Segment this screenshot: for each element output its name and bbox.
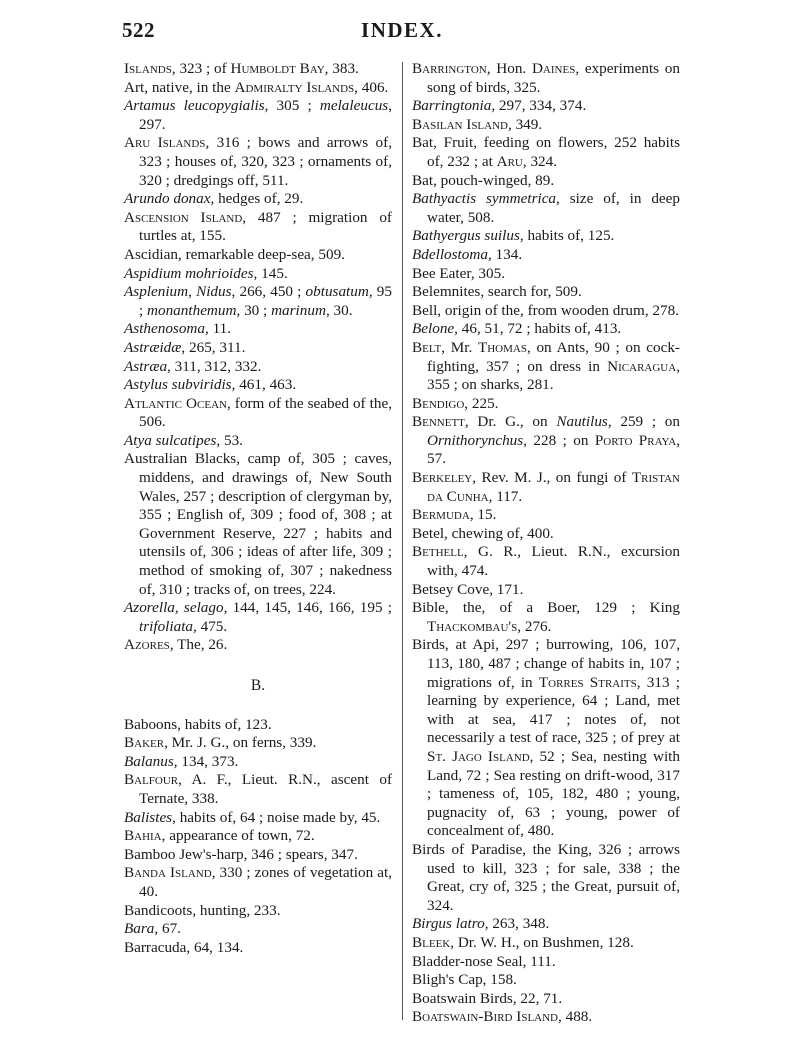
index-entry	[412, 395, 680, 414]
italic-term: Azorella, selago	[124, 599, 224, 617]
entry-text: , form of the seabed of the, 506.	[139, 394, 392, 431]
index-entry	[412, 413, 680, 469]
italic-term: Artamus leucopygialis	[124, 97, 265, 115]
index-entry	[412, 60, 680, 97]
index-entry	[412, 283, 680, 302]
entry-text: , 276.	[517, 617, 552, 635]
entry-text: , 30 ;	[236, 301, 272, 319]
entry-text: , 488.	[558, 1008, 593, 1026]
entry-text: Ascidian, remarkable deep-sea, 509.	[124, 245, 345, 263]
index-entry	[124, 358, 392, 377]
entry-text: Bat, pouch-winged, 89.	[412, 171, 555, 189]
index-entry	[124, 920, 392, 939]
index-entry	[124, 97, 392, 134]
index-entry	[124, 864, 392, 901]
entry-text: , habits of, 64 ; noise made by, 45.	[172, 808, 381, 826]
index-entry	[412, 841, 680, 915]
entry-text: Belemnites, search for, 509.	[412, 283, 582, 301]
entry-text: , 67.	[154, 920, 181, 938]
small-caps-term: Admiralty Islands	[234, 78, 355, 96]
section-letter: B.	[250, 677, 266, 694]
small-caps-term: Boatswain-Bird Island	[412, 1008, 559, 1026]
small-caps-term: Aru Islands	[124, 134, 206, 152]
italic-term: Bathyactis symmetrica	[412, 190, 557, 208]
index-entry	[412, 506, 680, 525]
page-header	[122, 18, 682, 48]
index-entry	[124, 376, 392, 395]
index-entry	[412, 172, 680, 191]
entry-text: , 117.	[488, 487, 523, 505]
entry-text: , 134.	[487, 245, 523, 263]
index-entry	[412, 97, 680, 116]
index-entry	[124, 846, 392, 865]
entry-text: , 144, 145, 146, 166, 195 ;	[223, 599, 392, 617]
entry-text: Barracuda, 64, 134.	[124, 938, 244, 956]
index-entry	[124, 190, 392, 209]
entry-text: Australian Blacks, camp of, 305 ; caves, middens, and drawings of, New South Wales, 257 ; description of clergyman by, 355 ; English of, 309 ; food of, 308 ; at Government Reserve, 227 ; habits and utensils of, 306 ; ideas of after life, 309 ; method of smoking of, 307 ; nakedness of, 310 ; tracks of, on trees, 224.	[124, 450, 392, 598]
index-entry	[412, 190, 680, 227]
index-entry	[412, 581, 680, 600]
index-entry	[412, 599, 680, 636]
entry-text: Bell, origin of the, from wooden drum, 278.	[412, 301, 680, 319]
index-entry	[412, 302, 680, 321]
index-entry	[124, 771, 392, 808]
small-caps-term: Baker	[124, 734, 165, 752]
entry-text: , 355 ; on sharks, 281.	[427, 357, 680, 394]
index-entry	[412, 953, 680, 972]
italic-term: Arundo donax	[124, 190, 211, 208]
index-entry	[124, 320, 392, 339]
small-caps-term: Bethell	[412, 543, 464, 561]
entry-text: , Mr.	[441, 338, 478, 356]
index-entry	[412, 116, 680, 135]
index-entry	[124, 134, 392, 190]
entry-text: , 324.	[522, 152, 558, 170]
entry-text: Bible, the, of a Boer, 129 ; King	[412, 599, 680, 617]
index-entry	[124, 753, 392, 772]
entry-text: Betsey Cove, 171.	[412, 580, 524, 598]
index-column-left	[124, 60, 392, 957]
small-caps-term: Humboldt Bay	[230, 60, 325, 77]
index-entry	[124, 79, 392, 98]
index-entry	[412, 543, 680, 580]
small-caps-term: Azores	[124, 636, 170, 654]
index-entry	[124, 209, 392, 246]
entry-text: , Rev. M. J., on fungi of	[472, 469, 632, 487]
entry-text: , 259 ; on	[607, 413, 680, 431]
entry-text: Birds of Paradise, the King, 326 ; arrows used to kill, 323 ; for sale, 338 ; the Great, cry of, 325 ; the Great, pursuit of, 324.	[412, 840, 680, 914]
entry-text: , G. R., Lieut. R.N., excursion with, 474.	[427, 543, 680, 580]
index-entry	[124, 902, 392, 921]
entry-text: Baboons, habits of, 123.	[124, 715, 272, 733]
entry-text: , 228 ; on	[523, 431, 595, 449]
entry-text: Bligh's Cap, 158.	[412, 971, 517, 989]
index-entry	[124, 636, 392, 655]
small-caps-term: Balfour	[124, 771, 179, 789]
entry-text: , The, 26.	[169, 636, 228, 654]
entry-text: Boatswain Birds, 22, 71.	[412, 989, 563, 1007]
entry-text: , 406.	[354, 78, 389, 96]
index-entry	[412, 246, 680, 265]
italic-term: Atya sulcatipes	[124, 431, 217, 449]
entry-text: , 383.	[324, 60, 359, 77]
entry-text: , 15.	[469, 506, 497, 524]
index-entry	[124, 283, 392, 320]
entry-text: , 461, 463.	[231, 376, 297, 394]
small-caps-term: Tristan da Cunha	[427, 469, 680, 505]
entry-text: , 323 ; of	[171, 60, 231, 77]
index-entry	[412, 469, 680, 506]
index-column-right	[412, 60, 680, 1027]
entry-text: , 305 ;	[264, 97, 320, 115]
entry-text: , A. F., Lieut. R.N., ascent of Ternate, 338.	[139, 771, 392, 807]
small-caps-term: Bahia	[124, 827, 162, 845]
italic-term: Asthenosoma	[124, 320, 205, 338]
index-entry	[124, 60, 392, 79]
entry-text: , 57.	[427, 431, 680, 468]
italic-term: Bathyergus suilus	[412, 227, 520, 245]
italic-term: Nautilus	[556, 413, 608, 431]
index-entry	[412, 320, 680, 339]
small-caps-term: Porto Praya	[594, 431, 677, 449]
entry-text: , Mr. J. G., on ferns, 339.	[164, 734, 317, 752]
entry-text: , 297.	[139, 97, 392, 133]
small-caps-term: Barrington	[412, 60, 487, 77]
index-entry	[412, 934, 680, 953]
entry-text: , 330 ; zones of vegetation at, 40.	[139, 864, 392, 900]
italic-term: melaleucus	[319, 97, 389, 115]
small-caps-term: Aru	[496, 152, 523, 170]
entry-text: , 53.	[216, 431, 243, 449]
entry-text: , 265, 311.	[181, 338, 246, 356]
italic-term: Astræa	[124, 357, 168, 375]
italic-term: Barringtonia	[412, 97, 492, 115]
italic-term: trifoliata	[139, 617, 194, 635]
entry-text: , 311, 312, 332.	[167, 357, 262, 375]
entry-text: , 46, 51, 72 ; habits of, 413.	[454, 320, 622, 338]
entry-text: Bladder-nose Seal, 111.	[412, 952, 556, 970]
entry-text: , 225.	[464, 394, 499, 412]
small-caps-term: St. Jago Island	[427, 747, 530, 765]
index-entry	[124, 246, 392, 265]
running-head: INDEX.	[361, 18, 443, 42]
index-entry	[124, 716, 392, 735]
small-caps-term: Bleek	[412, 933, 451, 951]
italic-term: marinum	[271, 301, 326, 319]
entry-text: , Dr. W. H., on Bushmen, 128.	[450, 933, 634, 951]
index-entry	[124, 265, 392, 284]
entry-text: Bat, Fruit, feeding on flowers, 252 habits of, 232 ; at	[412, 134, 680, 170]
italic-term: obtusatum	[305, 283, 369, 301]
entry-text: , appearance of town, 72.	[161, 827, 315, 845]
index-entry	[412, 339, 680, 395]
index-entry	[412, 227, 680, 246]
italic-term: Ornithorynchus	[427, 431, 524, 449]
column-divider	[402, 62, 403, 1020]
entry-text: , Hon.	[486, 60, 532, 77]
italic-term: Birgus latro	[412, 915, 485, 933]
index-entry	[124, 827, 392, 846]
small-caps-term: Torres Straits	[538, 673, 637, 691]
small-caps-term: Thomas	[477, 338, 527, 356]
index-entry	[124, 599, 392, 636]
index-entry	[412, 525, 680, 544]
entry-text: , 475.	[193, 617, 228, 635]
index-entry	[412, 265, 680, 284]
entry-text: , on Ants, 90 ; on cock-fighting, 357 ; on dress in	[427, 338, 680, 375]
small-caps-term: Ascension Island	[124, 208, 243, 226]
entry-text: , 95 ;	[139, 283, 392, 319]
entry-text: Bamboo Jew's-harp, 346 ; spears, 347.	[124, 845, 358, 863]
small-caps-term: Daines	[531, 60, 576, 77]
italic-term: Bara	[124, 920, 155, 938]
index-entry	[124, 432, 392, 451]
index-entry	[412, 134, 680, 171]
italic-term: Balistes	[124, 808, 173, 826]
entry-text: , 316 ; bows and arrows of, 323 ; houses of, 320, 323 ; ornaments of, 320 ; dredgings off, 511.	[139, 134, 393, 189]
entry-text: , Dr. G., on	[464, 413, 557, 431]
italic-term: Aspidium mohrioides	[124, 264, 254, 282]
entry-text: , 134, 373.	[173, 752, 239, 770]
index-entry	[124, 339, 392, 358]
page-number: 522	[122, 18, 155, 42]
index-entry	[412, 971, 680, 990]
entry-text: , habits of, 125.	[519, 227, 615, 245]
small-caps-term: Atlantic Ocean	[124, 394, 227, 412]
entry-text: , 30.	[325, 301, 353, 319]
small-caps-term: Bennett	[412, 413, 465, 431]
entry-text: , size of, in deep water, 508.	[427, 190, 680, 226]
entry-text: , 349.	[507, 115, 543, 133]
italic-term: monanthemum	[147, 301, 237, 319]
small-caps-term: Islands	[124, 60, 172, 77]
entry-text: Birds, at Api, 297 ; burrowing, 106, 107, 113, 180, 487 ; change of habits in, 107 ; migrations of, in	[412, 636, 680, 691]
entry-text: , 11.	[205, 320, 232, 338]
small-caps-term: Nicaragua	[607, 357, 677, 375]
italic-term: Belone	[412, 320, 455, 338]
index-entry	[124, 395, 392, 432]
italic-term: Astræidæ	[124, 338, 182, 356]
small-caps-term: Banda Island	[124, 864, 212, 882]
small-caps-term: Bendigo	[412, 394, 465, 412]
entry-text: , 52 ; Sea, nesting with Land, 72 ; Sea resting on drift-wood, 317 ; tameness of, 105, 182, 480 ; young, pugnacity of, 63 ; young, power of concealment of, 480.	[427, 747, 680, 840]
index-entry	[412, 636, 680, 841]
small-caps-term: Belt	[412, 338, 442, 356]
index-entry	[124, 809, 392, 828]
small-caps-term: Bermuda	[412, 506, 470, 524]
small-caps-term: Berkeley	[412, 469, 473, 487]
small-caps-term: Thackombau's	[427, 617, 518, 635]
italic-term: Bdellostoma	[412, 245, 488, 263]
index-entry	[124, 939, 392, 958]
italic-term: Balanus	[124, 752, 174, 770]
entry-text: Bandicoots, hunting, 233.	[124, 901, 281, 919]
italic-term: Astylus subviridis	[124, 376, 232, 394]
index-entry	[124, 734, 392, 753]
entry-text: , 297, 334, 374.	[491, 97, 587, 115]
italic-term: Asplenium, Nidus	[124, 283, 232, 301]
small-caps-term: Basilan Island	[412, 115, 508, 133]
index-entry	[412, 1008, 680, 1027]
entry-text: , 263, 348.	[484, 915, 550, 933]
entry-text: Betel, chewing of, 400.	[412, 524, 554, 542]
entry-text: , experiments on song of birds, 325.	[427, 60, 680, 96]
entry-text: , hedges of, 29.	[210, 190, 304, 208]
entry-text: Art, native, in the	[124, 78, 235, 96]
index-entry	[412, 915, 680, 934]
entry-text: , 266, 450 ;	[231, 283, 306, 301]
index-entry	[124, 450, 392, 599]
entry-text: , 145.	[253, 264, 288, 282]
entry-text: , 313 ; learning by experience, 64 ; Land, met with at sea, 417 ; notes of, not necessarily a test of race, 325 ; of prey at	[427, 673, 680, 747]
entry-text: Bee Eater, 305.	[412, 264, 506, 282]
entry-text: , 487 ; migration of turtles at, 155.	[139, 208, 392, 245]
index-entry	[412, 990, 680, 1009]
